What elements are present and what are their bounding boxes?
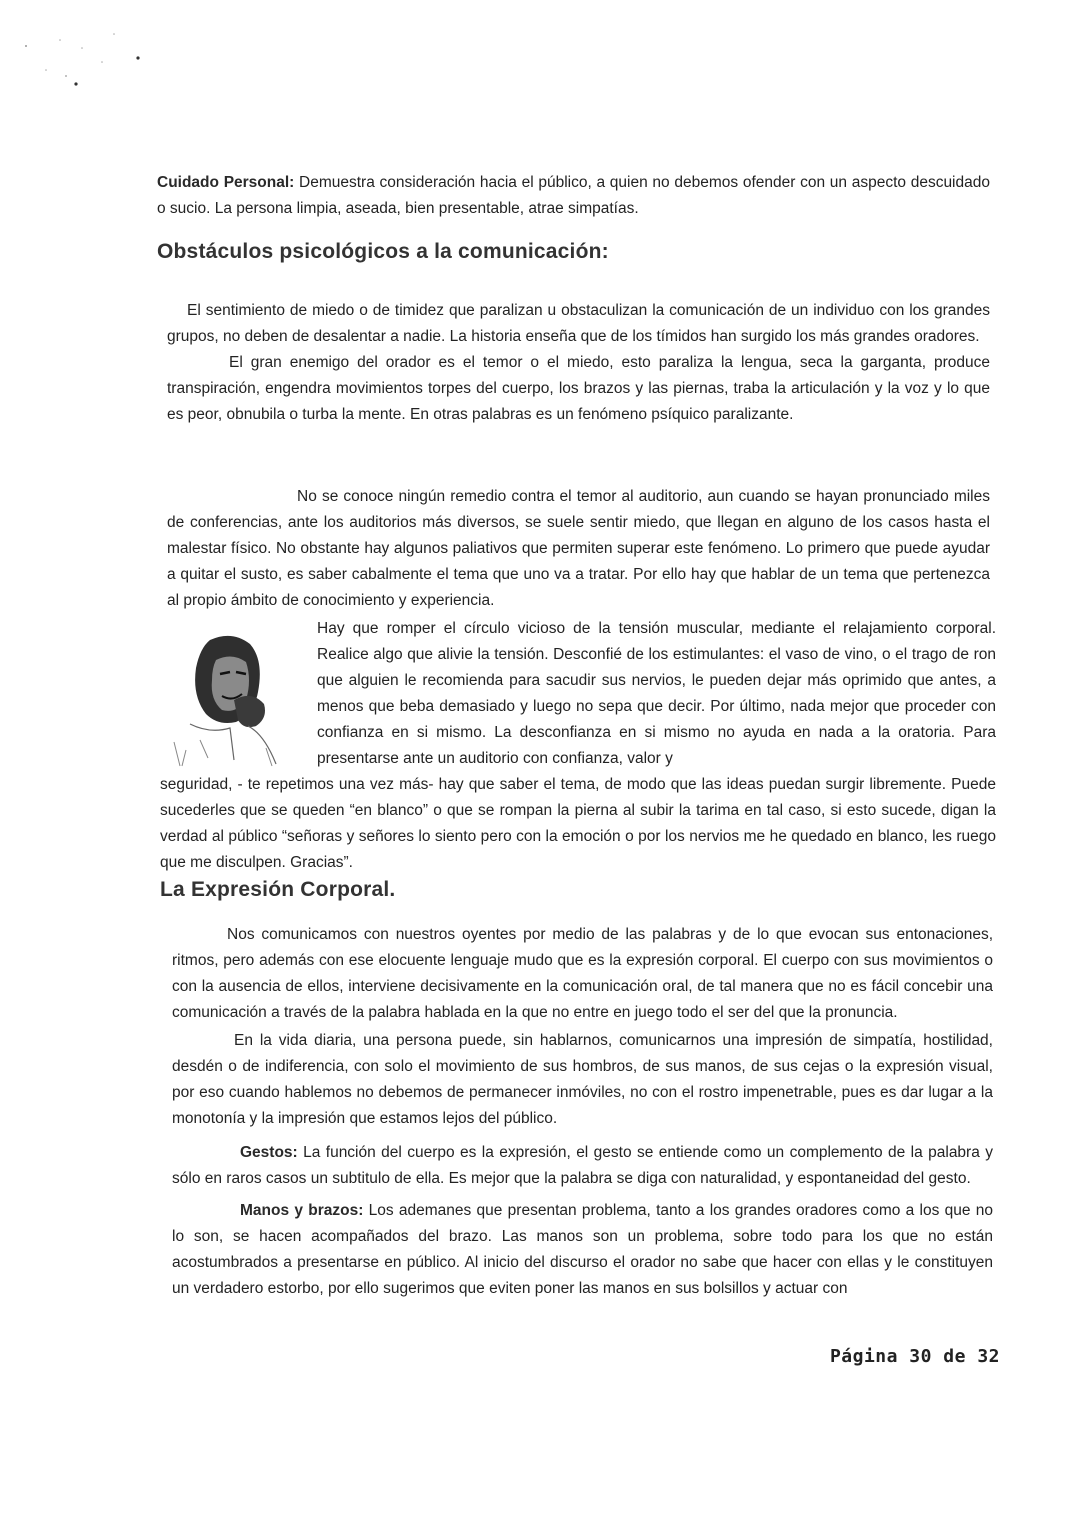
cuidado-personal-label: Cuidado Personal: xyxy=(157,174,295,191)
obstaculos-paragraph-4-continued: seguridad, - te repetimos una vez más- hay que saber el tema, de modo que las ideas puedan surgir libremente. Puede sucederles que se queden “en blanco” o que se rompan la pierna al subir la tarima en tal caso, si esto sucede, digan la verdad al público “señoras y señores lo siento pero con la emoción o por los nervios me he quedado en blanco, les ruego que me disculpen. Gracias”. xyxy=(160,776,996,871)
manos-label: Manos y brazos: xyxy=(240,1202,364,1219)
worried-person-illustration xyxy=(160,630,300,770)
gestos-text: La función del cuerpo es la expresión, el gesto se entiende como un complemento de la palabra y sólo en raros casos un subtitulo de ella. Es mejor que la palabra se diga con naturalidad, y espontaneidad del gesto. xyxy=(172,1144,993,1187)
obstaculos-heading: Obstáculos psicológicos a la comunicación: xyxy=(157,240,609,263)
obstaculos-paragraph-3: No se conoce ningún remedio contra el temor al auditorio, aun cuando se hayan pronunciado miles de conferencias, ante los auditorios más diversos, se suele sentir miedo, que llegan en alguno de los casos hasta el malestar físico. No obstante hay algunos paliativos que permiten superar este fenómeno. Lo primero que puede ayudar a quitar el susto, es saber cabalmente el tema que uno va a tratar. Por ello hay que hablar de un tema que pertenezca al propio ámbito de conocimiento y experiencia. xyxy=(167,488,990,609)
expresion-paragraph-2: En la vida diaria, una persona puede, sin hablarnos, comunicarnos una impresión de simpatía, hostilidad, desdén o de indiferencia, con solo el movimiento de sus hombros, de sus manos, de sus cejas o la expresión visual, por eso cuando hablemos no debemos de permanecer inmóviles, no con el rostro impenetrable, pues es dar lugar a la monotonía y la impresión que estamos lejos del público. xyxy=(172,1032,993,1127)
cuidado-personal-paragraph xyxy=(157,170,990,222)
obstaculos-paragraphs xyxy=(167,298,990,428)
obstaculos-paragraph-1: El sentimiento de miedo o de timidez que paralizan u obstaculizan la comunicación de un individuo con los grandes grupos, no deben de desalentar a nadie. La historia enseña que de los tímidos han surgido los más grandes oradores. xyxy=(167,302,990,345)
expresion-paragraph-1: Nos comunicamos con nuestros oyentes por medio de las palabras y de lo que evocan sus entonaciones, ritmos, pero además con ese elocuente lenguaje mudo que es la expresión corporal. El cuerpo con sus movimientos o con la ausencia de ellos, interviene decisivamente en la comunicación oral, de tal manera que no es fácil concebir una comunicación a través de la palabra hablada en la que no entre en juego todo el ser del que la pronuncia. xyxy=(172,926,993,1021)
obstaculos-paragraph-4-wrapped: Hay que romper el círculo vicioso de la tensión muscular, mediante el relajamiento corporal. Realice algo que alivie la tensión. Desconfié de los estimulantes: el vaso de vino, o el trago de ron que alguien le recomienda para sacudir sus nervios, le pueden dejar más oprimido que antes, a menos que beba demasiado y luego no sepa que decir. Por último, nada mejor que proceder con confianza en si mismo. La desconfianza en si mismo no ayuda en nada a la oratoria. Para presentarse ante un auditorio con confianza, valor y xyxy=(317,620,996,767)
scan-specks xyxy=(20,18,150,98)
obstaculos-paragraph-2: El gran enemigo del orador es el temor o el miedo, esto paraliza la lengua, seca la garganta, produce transpiración, engendra movimientos torpes del cuerpo, los brazos y las piernas, traba la articulación y la voz y lo que es peor, obnubila o turba la mente. En otras palabras es un fenómeno psíquico paralizante. xyxy=(167,354,990,423)
manos-text: Los ademanes que presentan problema, tanto a los grandes oradores como a los que no lo son, se hacen acompañados del brazo. Las manos son un problema, sobre todo para los que no están acostumbrados a presentarse en público. Al inicio del discurso el orador no sabe que hacer con ellas y le constituyen un verdadero estorbo, por ello sugerimos que eviten poner las manos en sus bolsillos y actuar con xyxy=(172,1202,994,1297)
cuidado-personal-text: Demuestra consideración hacia el público, a quien no debemos ofender con un aspecto descuidado o sucio. La persona limpia, aseada, bien presentable, atrae simpatías. xyxy=(157,174,990,217)
gestos-paragraph xyxy=(172,1140,993,1192)
expresion-paragraphs xyxy=(172,922,993,1302)
gestos-label: Gestos: xyxy=(240,1144,298,1161)
page-number: Página 30 de 32 xyxy=(829,1346,1000,1367)
expresion-corporal-heading: La Expresión Corporal. xyxy=(160,878,396,901)
manos-paragraph xyxy=(172,1198,993,1302)
